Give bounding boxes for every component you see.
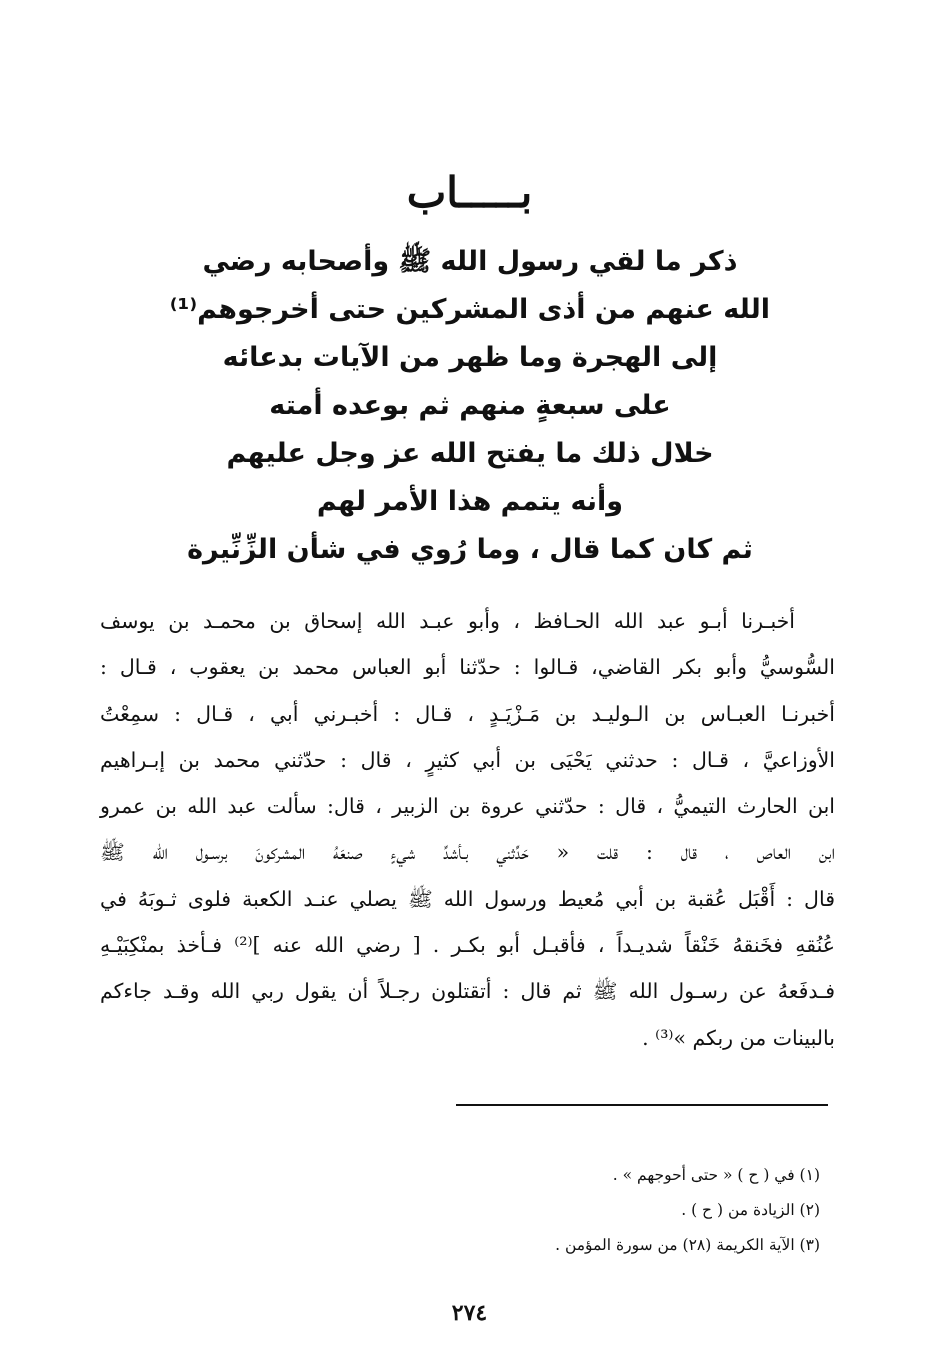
footnote: (١) في ( ح ) « حتى أحوجهم » . [612, 1166, 820, 1184]
chapter-title [170, 238, 770, 574]
title-line: وأنه يتمم هذا الأمر لهم [316, 486, 624, 517]
chapter-heading: بـــــاب [406, 168, 533, 217]
body-line: عُنُقهِ فخَنقهُ خَنْقاً شديـداً ، فأقبـل أبو بكـر . [ رضي الله عنه ]⁽²⁾ فـأخذ بمنْكِبَيْـهِ [100, 933, 835, 958]
body-line: ابن العاص ، قال : قلت « حَدِّثني بـأشدِّ شيءٍ صنعَهُ المشركونَ برسـول الله ﷺ [100, 840, 835, 865]
body-line: السُّوسيُّ وأبو بكر القاضي، قـالوا : حدّثنا أبو العباس محمد بن يعقوب ، قـال : [100, 655, 835, 680]
body-line: أخبـرنا أبـو عبد الله الحـافظ ، وأبو عبـد الله إسحاق بن محمـد بن يوسف [100, 609, 795, 633]
page-number: ٢٧٤ [451, 1300, 488, 1326]
title-line: الله عنهم من أذى المشركين حتى أخرجوهم⁽¹⁾ [169, 294, 770, 325]
body-line: ابن الحارث التيميُّ ، قال : حدّثني عروة بن الزبير ، قال: سألت عبد الله بن عمرو [100, 794, 835, 819]
body-line: قال : أَقْبَل عُقبة بن أبي مُعيط ورسول الله ﷺ يصلي عنـد الكعبة فلوى ثـوبَهُ في [100, 886, 835, 911]
title-line: إلى الهجرة وما ظهر من الآيات بدعائه [222, 342, 718, 373]
footnotes [440, 1158, 820, 1263]
body-line: بالبينات من ربكم »⁽³⁾ . [642, 1025, 835, 1050]
body-line: الأوزاعيَّ ، قـال : حدثني يَحْيَى بن أبي كثيرٍ ، قال : حدّثني محمد بن إبـراهيم [100, 747, 835, 772]
body-paragraph [100, 598, 835, 1061]
title-line: ثم كان كما قال ، وما رُوي في شأن الزِّنِّيرة [187, 534, 753, 565]
title-line: خلال ذلك ما يفتح الله عز وجل عليهم [226, 438, 714, 469]
footnote: (٢) الزيادة من ( ح ) . [681, 1201, 820, 1219]
body-line: أخبرنـا العبـاس بن الـوليـد بن مَـزْيَـدٍ ، قـال : أخبـرني أبي ، قـال : سمِعْتُ [100, 701, 835, 726]
title-line: على سبعةٍ منهم ثم بوعده أمته [269, 390, 671, 421]
body-line: فـدفَعهُ عن رسـول الله ﷺ ثم قال : أتقتلون رجـلاً أن يقول ربي الله وقـد جاءكم [100, 979, 835, 1004]
title-line: ذكر ما لقي رسول الله ﷺ وأصحابه رضي [202, 246, 738, 277]
footnote: (٣) الآية الكريمة (٢٨) من سورة المؤمن . [555, 1236, 820, 1254]
footnote-divider [456, 1104, 828, 1106]
